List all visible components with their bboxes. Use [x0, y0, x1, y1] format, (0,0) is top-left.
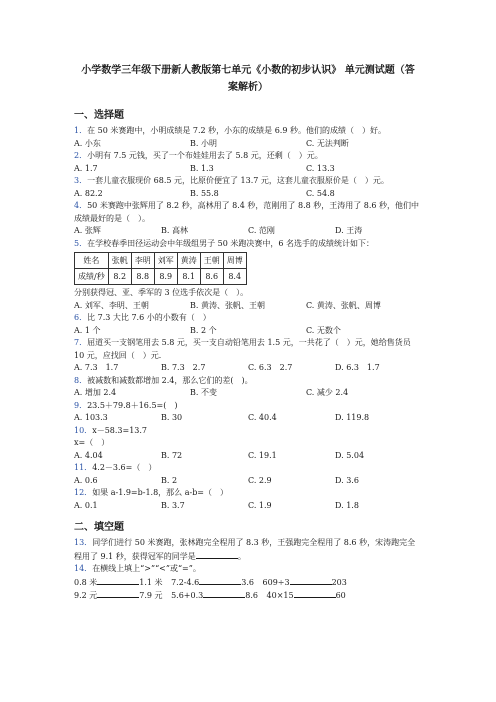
option: C. 40.4	[248, 413, 277, 422]
compare-right: 7.9 元	[139, 591, 163, 600]
option: B. 2 个	[189, 325, 217, 335]
option: B. 55.8	[189, 188, 219, 198]
table-cell: 成绩/秒	[75, 269, 109, 285]
table-cell: 8.4	[223, 269, 246, 285]
question-text: 4.2－3.6=（ ）	[92, 463, 157, 472]
question-number: 7．	[74, 338, 88, 347]
question-3	[74, 175, 422, 188]
question-text: 小明有 7.5 元钱，买了一个布娃娃用去了 5.8 元，还剩（ ）元。	[87, 151, 323, 160]
question-text-end: 。	[237, 551, 246, 561]
answer-blank[interactable]	[199, 576, 241, 585]
table-cell: 李明	[131, 253, 154, 269]
question-number: 10．	[74, 425, 93, 435]
option: A. 1 个	[74, 325, 101, 335]
table-header-row	[75, 253, 247, 269]
question-number: 9．	[74, 400, 88, 410]
option: B. 不变	[189, 388, 217, 397]
option: D. 5.04	[335, 450, 365, 460]
question-number: 13．	[74, 538, 93, 547]
question-number: 14．	[74, 564, 93, 573]
option: B. 高林	[161, 226, 188, 235]
option: B. 2	[161, 475, 178, 485]
table-cell: 8.6	[200, 269, 223, 285]
option: B. 小明	[189, 138, 217, 148]
answer-blank[interactable]	[290, 576, 332, 585]
question-4	[74, 200, 422, 225]
compare-item	[263, 578, 347, 587]
option: A. 0.6	[74, 475, 98, 485]
question-11	[74, 462, 422, 475]
table-cell: 8.2	[108, 269, 131, 285]
answer-blank[interactable]	[97, 576, 139, 585]
options-1	[74, 138, 422, 151]
table-cell: 王朝	[200, 253, 223, 269]
answer-blank[interactable]	[196, 550, 238, 559]
compare-item	[74, 591, 163, 600]
question-text: 一套儿童衣服现价 68.5 元，比原价便宜了 13.7 元，这套儿童衣服原价是（ ）元。	[87, 176, 389, 185]
table-cell: 8.8	[131, 269, 154, 285]
table-cell: 周博	[223, 253, 246, 269]
question-10-line-2: x=（ ）	[74, 438, 110, 447]
options-8	[74, 387, 422, 400]
options-11	[74, 475, 422, 488]
option: C. 13.3	[305, 163, 335, 173]
table-row	[75, 269, 247, 285]
options-5	[74, 300, 422, 313]
question-text: 在学校春季田径运动会中年级组男子 50 米跑决赛中，6 名选手的成绩统计如下：	[87, 238, 374, 248]
question-9	[74, 400, 422, 413]
option: A. 4.04	[74, 450, 103, 460]
section-heading-fill: 二、填空题	[74, 522, 124, 533]
answer-blank[interactable]	[203, 589, 245, 598]
question-text: 比 7.3 大比 7.6 小的小数有（ ）	[87, 313, 211, 322]
table-cell: 刘军	[154, 253, 177, 269]
options-2	[74, 163, 422, 176]
question-text: x－58.3=13.7	[92, 425, 148, 435]
answer-blank[interactable]	[97, 589, 139, 598]
compare-item	[171, 591, 258, 600]
question-1	[74, 125, 422, 138]
option: A. 103.3	[74, 413, 108, 422]
question-text: 23.5＋79.8＋16.5=( )	[87, 400, 178, 410]
options-4	[74, 225, 422, 238]
question-number: 12．	[74, 488, 93, 497]
question-13	[74, 537, 422, 563]
options-6	[74, 325, 422, 338]
compare-left: 0.8 米	[74, 577, 98, 587]
table-cell: 姓名	[75, 253, 109, 269]
option: A. 82.2	[74, 188, 103, 198]
title-line-2: 案解析）	[228, 82, 268, 93]
table-cell: 8.1	[177, 269, 200, 285]
compare-row-2	[74, 589, 422, 603]
question-number: 11．	[74, 463, 93, 472]
option: C. 黄涛、张帆、周博	[305, 300, 381, 310]
option: D. 王涛	[335, 226, 363, 235]
option: C. 54.8	[305, 188, 335, 198]
table-cell: 8.9	[154, 269, 177, 285]
compare-left: 9.2 元	[74, 591, 98, 600]
question-5-prompt: 分别获得冠、亚、季军的 3 位选手依次是（ ）。	[74, 288, 249, 297]
compare-left: 609÷3	[262, 577, 290, 587]
compare-item	[171, 578, 254, 587]
compare-left: 7.2-4.6	[171, 577, 200, 587]
compare-right: 60	[335, 591, 346, 600]
option: C. 无数个	[305, 325, 341, 335]
option: D. 3.6	[335, 475, 359, 485]
answer-blank[interactable]	[294, 589, 336, 598]
option: A. 0.1	[74, 500, 98, 510]
section-heading-choice: 一、选择题	[74, 110, 124, 121]
option: A. 增加 2.4	[74, 388, 117, 397]
question-12	[74, 487, 422, 500]
compare-right: 203	[331, 577, 347, 587]
question-10	[74, 425, 422, 438]
option: B. 1.3	[189, 163, 214, 173]
option: B. 72	[161, 450, 183, 460]
option: A. 7.3 1.7	[74, 363, 119, 372]
option: A. 1.7	[74, 163, 98, 173]
compare-left: 40×15	[266, 591, 294, 600]
option: C. 1.9	[248, 500, 272, 510]
question-number: 5．	[74, 238, 88, 248]
question-number: 6．	[74, 313, 88, 322]
compare-right: 3.6	[241, 577, 254, 587]
question-5	[74, 238, 422, 251]
question-8	[74, 375, 422, 388]
question-14	[74, 563, 422, 576]
option: A. 张辉	[74, 226, 101, 235]
option: C. 2.9	[248, 475, 272, 485]
question-text: 同学们进行 50 米赛跑，张林跑完全程用了 8.3 秒，王强跑完全程用了 8.6 秒，宋涛跑完全程用了 9.1 秒，获得冠军的同学是	[74, 538, 416, 561]
options-12	[74, 500, 422, 513]
option: D. 119.8	[335, 413, 370, 422]
options-3	[74, 188, 422, 201]
option: B. 黄涛、张帆、王朝	[189, 300, 265, 310]
compare-item	[267, 591, 346, 600]
question-number: 8．	[74, 375, 88, 385]
title-line-1: 小学数学三年级下册新人教版第七单元《小数的初步认识》 单元测试题（答	[81, 65, 415, 76]
question-number: 3．	[74, 176, 88, 185]
compare-row-1	[74, 576, 422, 590]
compare-right: 8.6	[245, 591, 258, 600]
option: A. 小东	[74, 138, 101, 148]
question-text: 在横线上填上“>”“<”或“=”。	[92, 564, 201, 573]
option: C. 范刚	[248, 226, 275, 235]
question-text: 被减数和减数都增加 2.4，那么它们的差( )。	[87, 375, 253, 385]
option: B. 3.7	[161, 500, 185, 510]
question-number: 1．	[74, 126, 88, 135]
option: B. 7.3 2.7	[161, 363, 206, 372]
options-9	[74, 412, 422, 425]
compare-right: 1.1 米	[139, 577, 163, 587]
option: C. 无法判断	[305, 138, 349, 148]
document-title	[74, 62, 422, 96]
option: D. 6.3 1.7	[335, 363, 380, 372]
question-text: 如果 a-1.9=b-1.8，那么 a-b=（ ）	[92, 488, 229, 497]
option: A. 刘军、李明、王朝	[74, 300, 149, 310]
score-table	[74, 252, 247, 285]
options-7	[74, 362, 422, 375]
option: C. 19.1	[248, 450, 277, 460]
question-7	[74, 337, 422, 362]
table-cell: 黄涛	[177, 253, 200, 269]
question-text: 在 50 米赛跑中，小明成绩是 7.2 秒，小东的成绩是 6.9 秒。他们的成绩（ ）好。	[87, 126, 386, 135]
compare-left: 5.6+0.3	[171, 591, 204, 600]
question-number: 4．	[74, 201, 88, 210]
option: C. 减少 2.4	[305, 388, 349, 397]
table-cell: 张帆	[108, 253, 131, 269]
question-6	[74, 312, 422, 325]
compare-item	[74, 578, 163, 587]
options-10	[74, 450, 422, 463]
question-number: 2．	[74, 151, 88, 160]
question-text: 屈道买一支钢笔用去 5.8 元，买一支自动铅笔用去 1.5 元，一共花了（ ）元，她给售货员 10 元，应找回（ ）元．	[74, 338, 411, 360]
option: B. 30	[161, 413, 183, 422]
option: C. 6.3 2.7	[248, 363, 293, 372]
question-text: 50 米赛跑中张辉用了 8.2 秒，高林用了 8.4 秒，范刚用了 8.8 秒，王涛用了 8.6 秒，他们中成绩最好的是（ ）。	[74, 201, 420, 223]
option: D. 1.8	[335, 500, 359, 510]
question-2	[74, 150, 422, 163]
